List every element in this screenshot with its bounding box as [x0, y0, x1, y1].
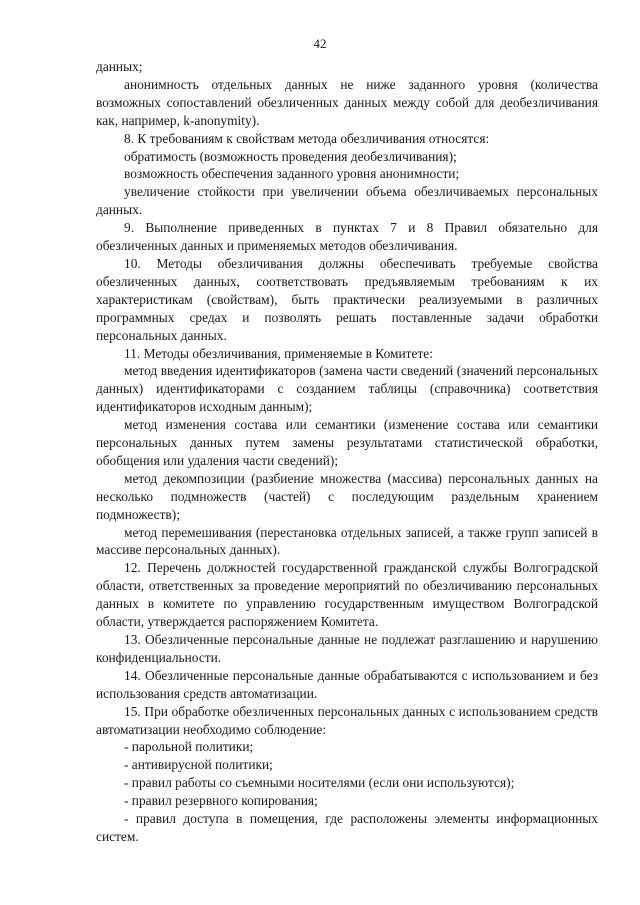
- paragraph: метод декомпозиции (разбиение множества (массива) персональных данных на несколько подмножеств (частей) с последующим раздельным хранением подмножеств);: [96, 470, 598, 522]
- paragraph: 13. Обезличенные персональные данные не подлежат разглашению и нарушению конфиденциальности.: [96, 632, 598, 665]
- paragraph: - парольной политики;: [124, 739, 254, 755]
- paragraph: - правил работы со съемными носителями (если они используются);: [124, 775, 515, 791]
- paragraph: метод перемешивания (перестановка отдельных записей, а также групп записей в массиве персональных данных).: [96, 524, 598, 558]
- paragraph: 15. При обработке обезличенных персональных данных с использованием средств автоматизации необходимо соблюдение:: [96, 703, 598, 737]
- paragraph: метод изменения состава или семантики (изменение состава или семантики персональных данных путем замены результатами статистической обработки, обобщения или удаления части сведений);: [96, 417, 598, 468]
- paragraph: 11. Методы обезличивания, применяемые в Комитете:: [124, 345, 433, 361]
- paragraph: обратимость (возможность проведения деобезличивания);: [124, 148, 457, 164]
- paragraph: 9. Выполнение приведенных в пунктах 7 и 8 Правил обязательно для обезличенных данных и применяемых методов обезличивания.: [96, 220, 598, 254]
- paragraph: 14. Обезличенные персональные данные обрабатываются с использованием и без использования средств автоматизации.: [96, 667, 598, 701]
- paragraph: данных;: [96, 59, 143, 74]
- paragraph: возможность обеспечения заданного уровня анонимности;: [124, 166, 460, 182]
- paragraph: - антивирусной политики;: [124, 757, 273, 773]
- paragraph: 10. Методы обезличивания должны обеспечивать требуемые свойства обезличенных данных, соответствовать предъявляемым требованиям к их характеристикам (свойствам), быть практически реализуемыми в различных программных средах и позволять решать поставленные задачи обработки персональных данных.: [96, 255, 598, 343]
- paragraph: метод введения идентификаторов (замена части сведений (значений персональных данных) идентификаторами с созданием таблицы (справочника) соответствия идентификаторов исходным данным);: [96, 363, 598, 415]
- page-number: 42: [313, 36, 327, 51]
- document-body: [96, 58, 598, 846]
- paragraph: - правил резервного копирования;: [124, 793, 318, 809]
- paragraph: увеличение стойкости при увеличении объема обезличиваемых персональных данных.: [96, 184, 598, 218]
- paragraph: анонимность отдельных данных не ниже заданного уровня (количества возможных сопоставлений обезличенных данных между собой для деобезличивания как, например, k-anonymity).: [96, 76, 598, 128]
- paragraph: 12. Перечень должностей государственной гражданской службы Волгоградской области, ответственных за проведение мероприятий по обезличиванию персональных данных в комитете по управлению государственным имуществом Волгоградской области, утверждается распоряжением Комитета.: [96, 560, 598, 630]
- paragraph: 8. К требованиям к свойствам метода обезличивания относятся:: [124, 130, 490, 146]
- paragraph: - правил доступа в помещения, где расположены элементы информационных систем.: [96, 811, 598, 844]
